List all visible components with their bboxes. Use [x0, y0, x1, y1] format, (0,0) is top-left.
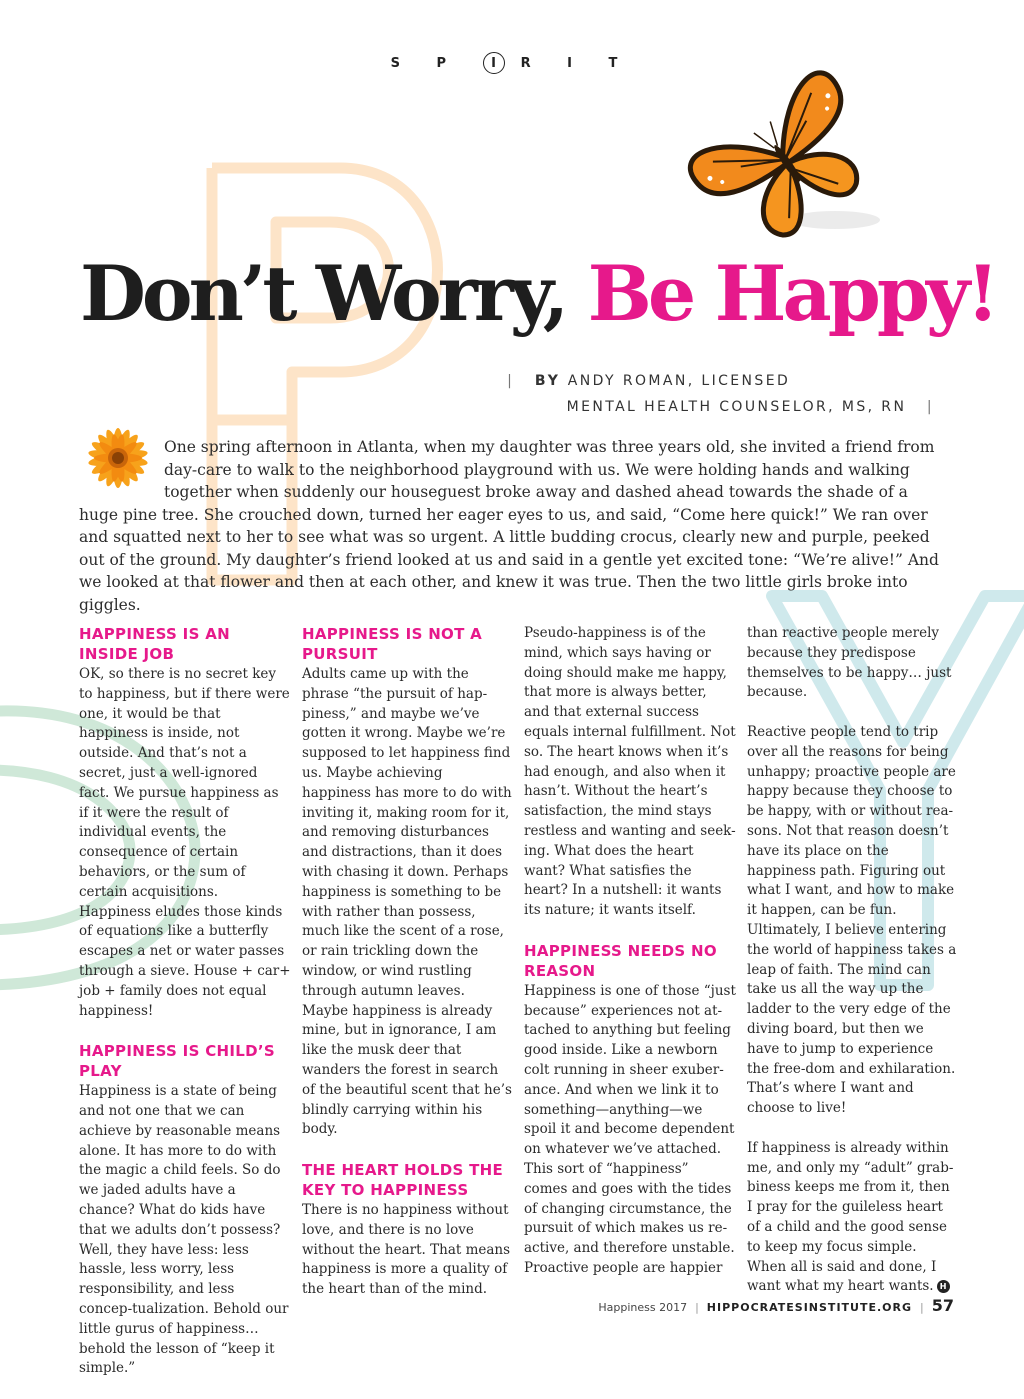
- footer-divider: |: [695, 1301, 699, 1314]
- byline-divider-end: |: [926, 399, 934, 415]
- title-dark-part: Don’t Worry,: [80, 249, 588, 338]
- footer-issue: Happiness 2017: [598, 1301, 688, 1314]
- closing-text: If happiness is already within me, and only my “adult” grab-biness keeps me from it, then I pray for the guileless heart of a child and the good sense to keep my focus simple. When all is said and done, I want what my heart wants.: [747, 1139, 954, 1295]
- heading-not-a-pursuit: HAPPINESS IS NOT A PURSUIT: [302, 625, 483, 663]
- intro-paragraph: [79, 436, 949, 616]
- byline-by: BY: [534, 373, 561, 389]
- paragraph-reactive-people: than reactive people merely because they predispose themselves to be happy… just because.: [747, 625, 952, 701]
- paragraph-proactive-people: Reactive people tend to trip over all the reasons for being unhappy; proactive people are happy because they choose to be happy, with or without rea-sons. Not that reason doesn’t have its place on the happiness path. Figuring out what I want, and how to make it happen, can be fun. Ultimately, I believe entering the world of happiness takes a leap of faith. The mind can take us all the way up the ladder to the very edge of the diving board, but then we have to jump to experience the free-dom and exhilaration. That’s where I want and choose to live!: [747, 723, 957, 1117]
- byline-author: ANDY ROMAN, LICENSED: [567, 373, 791, 389]
- heading-childs-play: HAPPINESS IS CHILD’S PLAY: [79, 1042, 275, 1081]
- byline-divider-start: |: [507, 373, 515, 389]
- page-number: 57: [931, 1296, 954, 1315]
- heading-needs-no-reason: HAPPINESS NEEDS NO REASON: [524, 941, 717, 980]
- section-label-start: S P: [390, 56, 463, 71]
- monarch-butterfly-image: [685, 60, 885, 260]
- paragraph-childs-play: Happiness is a state of being and not one that we can achieve by reasonable means alone. It has more to do with the magic a child feels. So do we jaded adults have a chance? What do kids have that we adults don’t possess? Well, they have less: less hassle, less worry, less responsibility, and less concep-tualization. Behold our little gurus of happiness…behold the lesson of “keep it simple.”: [79, 1083, 289, 1377]
- paragraph-inside-job: OK, so there is no secret key to happiness, but if there were one, it would be that happiness is inside, not outside. And that’s not a secret, just a well-ignored fact. We pursue happiness as if it were the result of individual events, the consequence of certain behaviors, or the sum of certain acquisitions. Happiness eludes those kinds of equations like a butterfly escapes a net or water passes through a sieve. House + car+ job + family does not equal happiness!: [79, 666, 291, 1019]
- title-pink-part: Be Happy!: [587, 249, 996, 338]
- section-label-circled-letter: I: [483, 52, 505, 74]
- article-column-2: [302, 624, 514, 1320]
- footer-divider: |: [920, 1301, 924, 1314]
- intro-text: One spring afternoon in Atlanta, when my daughter was three years old, she invited a friend from day-care to walk to the neighborhood playground with us. We were holding hands and walking together when suddenly our houseguest broke away and dashed ahead towards the shade of a huge pine tree. She crouched down, turned her eager eyes to us, and said, “Come here quick!” We ran over and squatted next to her to see what was so urgent. A little budding crocus, clearly new and purple, peeked out of the ground. My daughter’s friend looked at us and said in a gentle yet excited tone: “We’re alive!” And we looked at that flower and then at each other, and knew it was true. Then the two little girls broke into giggles.: [79, 438, 939, 614]
- heading-heart-holds-key: THE HEART HOLDS THE KEY TO HAPPINESS: [302, 1160, 504, 1199]
- article-column-4: [747, 624, 957, 1317]
- paragraph-not-a-pursuit: Adults came up with the phrase “the pursuit of hap-piness,” and maybe we’ve gotten it wrong. Maybe we’re supposed to let happiness find us. Maybe achieving happiness has more to do with inviting it, making room for it, and removing disturbances and distractions, than it does with chasing it down. Perhaps happiness is something to be with rather than possess, much like the scent of a rose, or rain trickling down the window, or wind rustling through autumn leaves. Maybe happiness is already mine, but in ignorance, I am like the musk deer that wanders the forest in search of the beautiful scent that he’s blindly carrying within his body.: [302, 666, 512, 1138]
- section-label-end: R I T: [520, 56, 634, 71]
- article-column-1: [79, 624, 291, 1399]
- footer-website-link[interactable]: HIPPOCRATESINSTITUTE.ORG: [706, 1301, 913, 1314]
- intro-flower-space: [79, 436, 164, 502]
- byline-line-1: [507, 368, 934, 394]
- byline: [507, 368, 934, 420]
- end-mark-icon: H: [937, 1280, 950, 1293]
- page-footer: [598, 1296, 954, 1315]
- heading-inside-job: HAPPINESS IS AN INSIDE JOB: [79, 625, 230, 663]
- page-title: [80, 250, 1010, 337]
- article-column-3: [524, 624, 736, 1299]
- paragraph-heart-holds-key: There is no happiness without love, and there is no love without the heart. That means happiness is more a quality of the heart than of the mind.: [302, 1201, 511, 1298]
- paragraph-pseudo-happiness: Pseudo-happiness is of the mind, which says having or doing should make me happy, that more is always better, and that external success equals internal fulfillment. Not so. The heart knows when it’s had enough, and also when it hasn’t. Without the heart’s satisfaction, the mind stays restless and wanting and seek-ing. What does the heart want? What satisfies the heart? In a nutshell: it wants its nature; it wants itself.: [524, 625, 736, 919]
- byline-credentials: MENTAL HEALTH COUNSELOR, MS, RN: [566, 399, 907, 415]
- paragraph-needs-no-reason: Happiness is one of those “just because” experiences not at-tached to anything but feeling good inside. Like a newborn colt running in sheer exuber-ance. And when we link it to something—anything—we spoil it and become dependent on whatever we’ve attached. This sort of “happiness” comes and goes with the tides of changing circumstance, the pursuit of which makes us re-active, and therefore unstable. Proactive people are happier: [524, 982, 736, 1276]
- paragraph-closing: [747, 1139, 957, 1297]
- byline-line-2: [507, 394, 934, 420]
